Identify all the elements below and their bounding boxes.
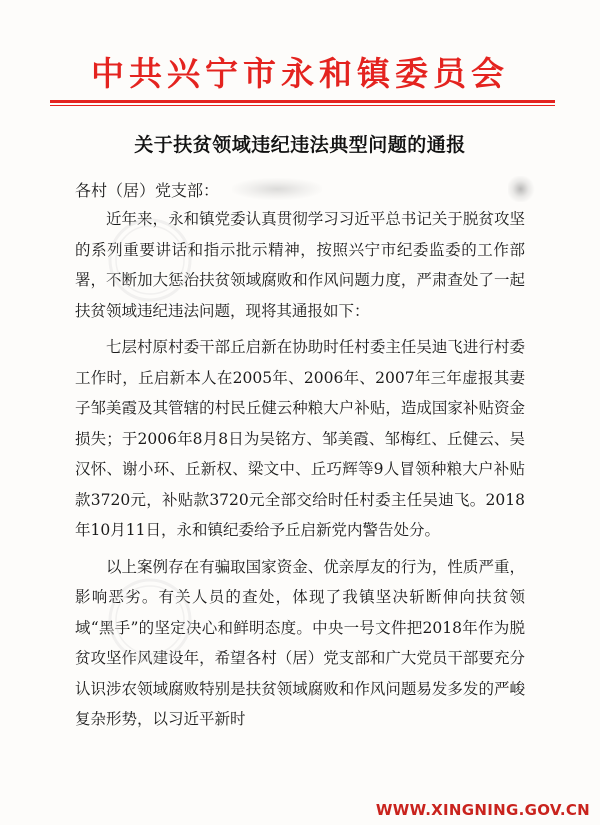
header-rule-thick [50,100,555,103]
paragraph-case: 七层村原村委干部丘启新在协助时任村委主任吴迪飞进行村委工作时，丘启新本人在2005年、2006年、2007年三年虚报其妻子邹美霞及其管辖的村民丘健云种粮大户补贴，造成国家补贴资金损失；于2006年8月8日为吴铭方、邹美霞、邹梅红、丘健云、吴汉怀、谢小环、丘新权、梁文中、丘巧辉等9人冒领种粮大户补贴款3720元，补贴款3720元全部交给时任村委主任吴迪飞。2018年10月11日，永和镇纪委给予丘启新党内警告处分。 [75,338,525,539]
salutation: 各村（居）党支部： [75,181,220,200]
document-title: 关于扶贫领域违纪违法典型问题的通报 [134,134,466,156]
paragraph-conclusion: 以上案例存在有骗取国家资金、优亲厚友的行为，性质严重，影响恶劣。有关人员的查处，体现了我镇坚决斩断伸向扶贫领域“黑手”的坚定决心和鲜明态度。中央一号文件把2018年作为脱贫攻坚作风建设年，希望各村（居）党支部和广大党员干部要充分认识涉农领域腐败特别是扶贫领域腐败和作风问题易发多发的严峻复杂形势，以习近平新时 [75,557,525,728]
paragraph-intro: 近年来，永和镇党委认真贯彻学习习近平总书记关于脱贫攻坚的系列重要讲话和指示批示精神，按照兴宁市纪委监委的工作部署，不断加大惩治扶贫领域腐败和作风问题力度，严肃查处了一起扶贫领域违纪违法问题，现将其通报如下： [75,210,525,320]
scan-edge-mark [508,176,536,202]
website-url: WWW.XINGNING.GOV.CN [375,801,590,819]
header-rule-thin [50,105,555,106]
document-body [75,204,525,741]
scan-smudge [232,178,322,200]
organization-header: 中共兴宁市永和镇委员会 [91,54,509,93]
